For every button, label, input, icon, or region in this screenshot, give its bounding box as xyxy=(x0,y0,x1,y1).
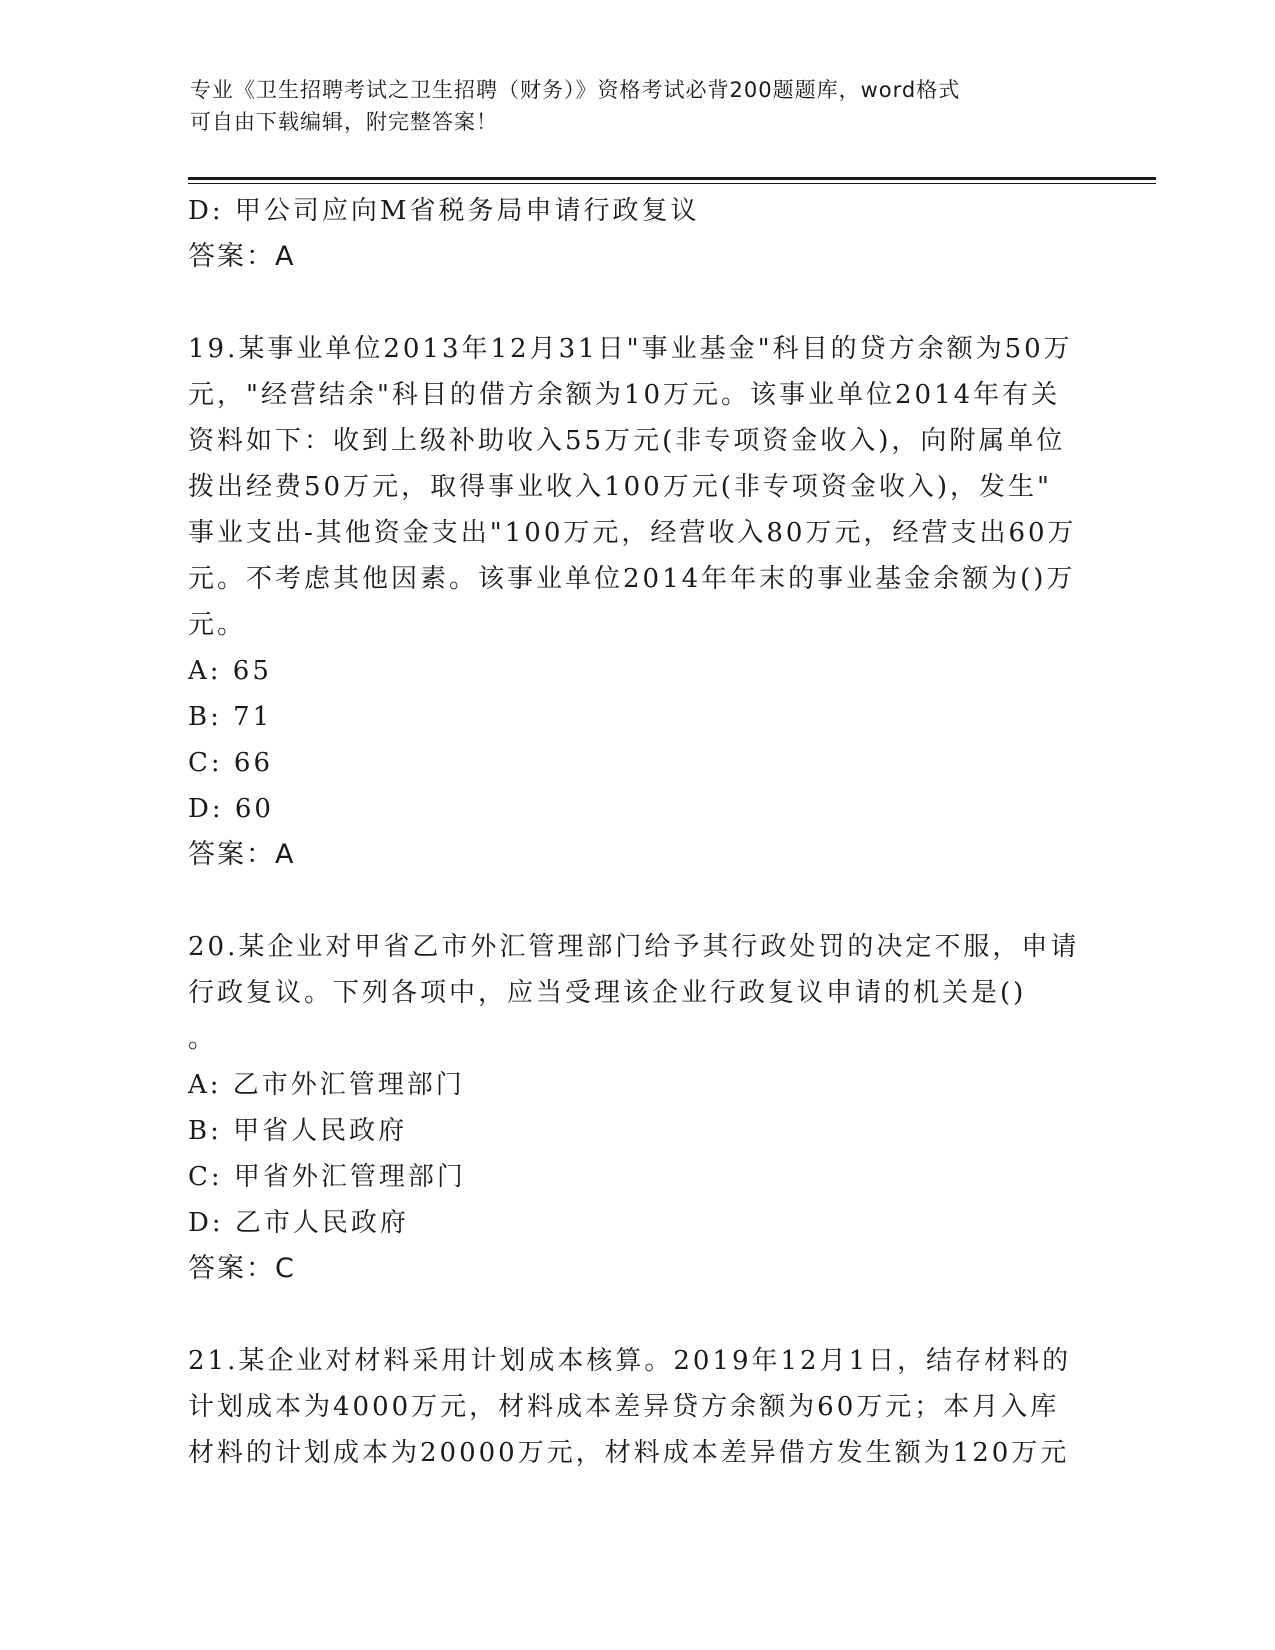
question-text-line: 资料如下：收到上级补助收入55万元(非专项资金收入)，向附属单位 xyxy=(188,426,1066,456)
answer: 答案：A xyxy=(188,839,296,870)
question-text-line: 。 xyxy=(188,1024,218,1054)
question-text-line: 材料的计划成本为20000万元，材料成本差异借方发生额为120万元 xyxy=(188,1438,1070,1468)
header-divider-thin xyxy=(188,183,1156,184)
option-a: A: 乙市外汇管理部门 xyxy=(188,1070,465,1100)
question-text-line: 事业支出-其他资金支出"100万元，经营收入80万元，经营支出60万 xyxy=(188,518,1077,548)
question-text-line: 20.某企业对甲省乙市外汇管理部门给予其行政处罚的决定不服，申请 xyxy=(188,932,1080,962)
option-a: A: 65 xyxy=(188,656,272,686)
spacer xyxy=(188,878,1088,924)
header-divider-thick xyxy=(188,177,1156,180)
answer: 答案：C xyxy=(188,1253,296,1284)
question-text-line: 行政复议。下列各项中，应当受理该企业行政复议申请的机关是() xyxy=(188,978,1027,1008)
question-20 xyxy=(188,924,1088,1292)
prev-answer: 答案：A xyxy=(188,241,296,272)
spacer xyxy=(188,1292,1088,1338)
option-d: D: 乙市人民政府 xyxy=(188,1208,409,1238)
option-d: D: 60 xyxy=(188,794,274,824)
question-text-line: 拨出经费50万元，取得事业收入100万元(非专项资金收入)，发生" xyxy=(188,472,1052,502)
header-line-2: 可自由下载编辑，附完整答案！ xyxy=(190,110,498,134)
question-text-line: 计划成本为4000万元，材料成本差异贷方余额为60万元；本月入库 xyxy=(188,1392,1060,1422)
question-text-line: 19.某事业单位2013年12月31日"事业基金"科目的贷方余额为50万 xyxy=(188,334,1073,364)
option-b: B: 甲省人民政府 xyxy=(188,1116,408,1146)
question-19 xyxy=(188,326,1088,878)
document-body xyxy=(188,188,1088,1476)
question-text-line: 21.某企业对材料采用计划成本核算。2019年12月1日，结存材料的 xyxy=(188,1346,1072,1376)
question-21 xyxy=(188,1338,1088,1476)
document-header xyxy=(190,74,1090,138)
spacer xyxy=(188,280,1088,326)
question-text-line: 元。不考虑其他因素。该事业单位2014年年末的事业基金余额为()万 xyxy=(188,564,1076,594)
option-b: B: 71 xyxy=(188,702,273,732)
option-c: C: 66 xyxy=(188,748,274,778)
header-line-1: 专业《卫生招聘考试之卫生招聘（财务）》资格考试必背200题题库，word格式 xyxy=(190,78,961,102)
question-text-line: 元。 xyxy=(188,610,247,640)
option-c: C: 甲省外汇管理部门 xyxy=(188,1162,466,1192)
prev-option-d: D: 甲公司应向M省税务局申请行政复议 xyxy=(188,196,700,226)
question-text-line: 元，"经营结余"科目的借方余额为10万元。该事业单位2014年有关 xyxy=(188,380,1061,410)
